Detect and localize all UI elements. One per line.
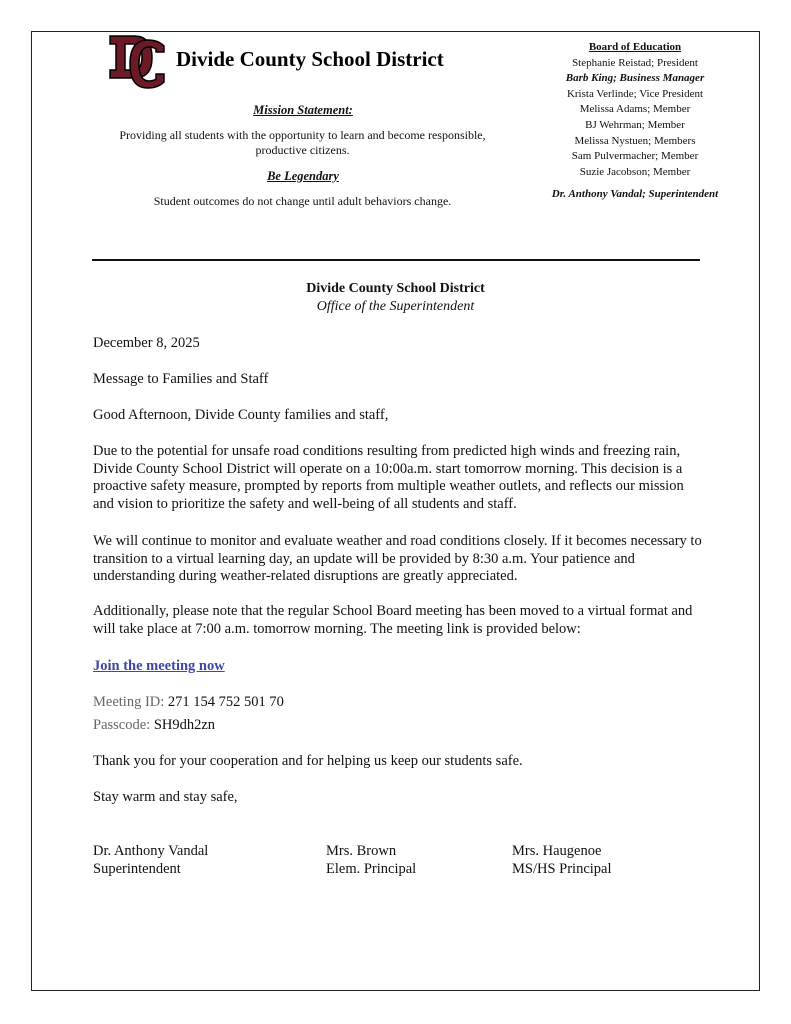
signature-title: Superintendent <box>93 860 181 877</box>
district-title: Divide County School District <box>176 47 444 71</box>
letter-paragraph-2: We will continue to monitor and evaluate weather and road conditions closely. If it becomes necessary to transition to a virtual learning day, an update will be provided by 8:30 a.m. Your patience and understanding during weather-related disruptions are greatly appreciated. <box>93 533 702 584</box>
board-member: Suzie Jacobson; Member <box>579 165 691 178</box>
signature-name: Mrs. Haugenoe <box>512 843 602 859</box>
passcode-label: Passcode: <box>93 717 151 733</box>
letter-paragraph-1: Due to the potential for unsafe road conditions resulting from predicted high winds and freezing rain, Divide County School District will operate on a 10:00a.m. start tomorrow morning. This decision is a proactive safety measure, prompted by reports from multiple weather outlets, and reflects our mission and vision to prioritize the safety and well-being of all students and staff. <box>93 443 684 512</box>
dc-monogram-logo <box>106 32 168 92</box>
letter-thanks: Thank you for your cooperation and for helping us keep our students safe. <box>93 753 523 769</box>
meeting-id-label: Meeting ID: <box>93 694 165 710</box>
board-heading: Board of Education <box>588 41 682 53</box>
signature-mshs-principal <box>512 843 612 878</box>
join-meeting-link[interactable]: Join the meeting now <box>93 658 225 674</box>
signature-title: Elem. Principal <box>326 860 417 877</box>
board-member: Krista Verlinde; Vice President <box>566 87 704 100</box>
meeting-id-line <box>93 694 703 712</box>
signature-name: Mrs. Brown <box>326 843 397 859</box>
letter-subject: Message to Families and Staff <box>93 371 269 387</box>
letter-closing: Stay warm and stay safe, <box>93 789 238 805</box>
superintendent-line: Dr. Anthony Vandal; Superintendent <box>551 188 719 200</box>
board-member: Melissa Adams; Member <box>579 103 691 116</box>
header-divider <box>92 259 700 261</box>
signature-superintendent <box>93 843 208 878</box>
board-member: Barb King; Business Manager <box>565 72 705 85</box>
letter-title: Divide County School District <box>306 281 485 296</box>
letter-date: December 8, 2025 <box>93 335 200 351</box>
letter-subtitle: Office of the Superintendent <box>316 299 475 314</box>
legendary-heading: Be Legendary <box>267 169 339 183</box>
board-member: Stephanie Reistad; President <box>572 56 698 69</box>
mission-text: Providing all students with the opportunity to learn and become responsible, productive citizens. <box>119 128 486 157</box>
mission-heading: Mission Statement: <box>253 103 353 117</box>
signature-name: Dr. Anthony Vandal <box>93 843 209 859</box>
board-member: Sam Pulvermacher; Member <box>571 150 699 163</box>
meeting-id-value: 271 154 752 501 70 <box>167 694 284 710</box>
signature-elem-principal <box>326 843 416 878</box>
board-of-education <box>530 40 740 180</box>
passcode-line <box>93 717 703 735</box>
signature-title: MS/HS Principal <box>512 860 612 877</box>
letter-paragraph-3: Additionally, please note that the regular School Board meeting has been moved to a virtual format and will take place at 7:00 a.m. tomorrow morning. The meeting link is provided below: <box>93 603 693 637</box>
board-member: BJ Wehrman; Member <box>585 118 685 131</box>
board-member: Melissa Nystuen; Members <box>574 134 696 147</box>
passcode-value: SH9dh2zn <box>153 717 216 733</box>
letter-greeting: Good Afternoon, Divide County families and staff, <box>93 407 389 423</box>
legendary-text: Student outcomes do not change until adult behaviors change. <box>153 194 452 208</box>
